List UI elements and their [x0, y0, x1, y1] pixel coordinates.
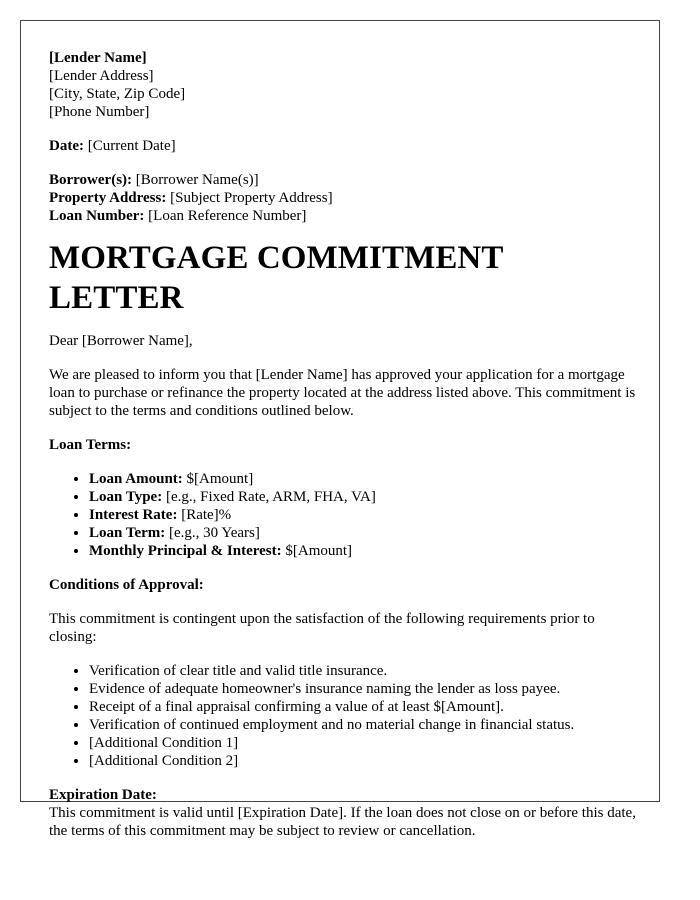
term-value: [e.g., 30 Years]	[169, 525, 260, 541]
loan-number-line	[49, 207, 637, 225]
term-label: Monthly Principal & Interest:	[89, 543, 282, 559]
lender-name: [Lender Name]	[49, 50, 147, 66]
list-item: • Verification of continued employment and no material change in financial status.	[89, 716, 637, 734]
lender-address: [Lender Address]	[49, 68, 154, 84]
list-item	[89, 470, 637, 488]
date-value: [Current Date]	[87, 138, 176, 154]
expiration-heading-text: Expiration Date:	[49, 787, 157, 803]
conditions-heading	[49, 576, 637, 594]
expiration-text: This commitment is valid until [Expiration Date]. If the loan does not close on or before this date, the terms of this commitment may be subject to review or cancellation.	[49, 805, 636, 839]
term-label: Loan Amount:	[89, 471, 183, 487]
loan-terms-heading-text: Loan Terms:	[49, 437, 132, 453]
borrowers-value: [Borrower Name(s)]	[135, 172, 259, 188]
salutation: Dear [Borrower Name],	[49, 333, 193, 349]
list-item: • [Additional Condition 1]	[89, 734, 637, 752]
lender-header	[49, 49, 637, 121]
list-item	[89, 524, 637, 542]
conditions-intro: This commitment is contingent upon the satisfaction of the following requirements prior to closing:	[49, 611, 595, 645]
conditions-heading-text: Conditions of Approval:	[49, 577, 204, 593]
date-label: Date:	[49, 138, 84, 154]
list-item	[89, 542, 637, 560]
letter-page	[20, 20, 660, 839]
expiration-heading	[49, 786, 637, 804]
term-value: $[Amount]	[186, 471, 254, 487]
property-address-label: Property Address:	[49, 190, 167, 206]
list-item: • Evidence of adequate homeowner's insurance naming the lender as loss payee.	[89, 680, 637, 698]
conditions-list	[49, 662, 637, 770]
borrowers-label: Borrower(s):	[49, 172, 133, 188]
term-label: Loan Type:	[89, 489, 163, 505]
date-line	[49, 137, 637, 155]
list-item	[89, 488, 637, 506]
list-item: • Receipt of a final appraisal confirming a value of at least $[Amount].	[89, 698, 637, 716]
property-address-line	[49, 189, 637, 207]
loan-terms-heading	[49, 436, 637, 454]
property-address-value: [Subject Property Address]	[170, 190, 333, 206]
intro-paragraph: We are pleased to inform you that [Lender Name] has approved your application for a mortgage loan to purchase or refinance the property located at the address listed above. This commitment is subject to the terms and conditions outlined below.	[49, 367, 636, 419]
term-label: Interest Rate:	[89, 507, 178, 523]
list-item: • [Additional Condition 2]	[89, 752, 637, 770]
letter-content	[49, 49, 637, 840]
term-label: Loan Term:	[89, 525, 166, 541]
list-item	[89, 506, 637, 524]
term-value: $[Amount]	[285, 543, 353, 559]
letter-title: MORTGAGE COMMITMENT LETTER	[49, 240, 503, 316]
loan-terms-list	[49, 470, 637, 560]
term-value: [e.g., Fixed Rate, ARM, FHA, VA]	[165, 489, 376, 505]
list-item: • Verification of clear title and valid title insurance.	[89, 662, 637, 680]
borrower-info	[49, 171, 637, 225]
loan-number-value: [Loan Reference Number]	[148, 208, 307, 224]
term-value: [Rate]%	[181, 507, 232, 523]
lender-city-state-zip: [City, State, Zip Code]	[49, 86, 186, 102]
borrowers-line	[49, 171, 637, 189]
loan-number-label: Loan Number:	[49, 208, 145, 224]
lender-phone: [Phone Number]	[49, 104, 150, 120]
